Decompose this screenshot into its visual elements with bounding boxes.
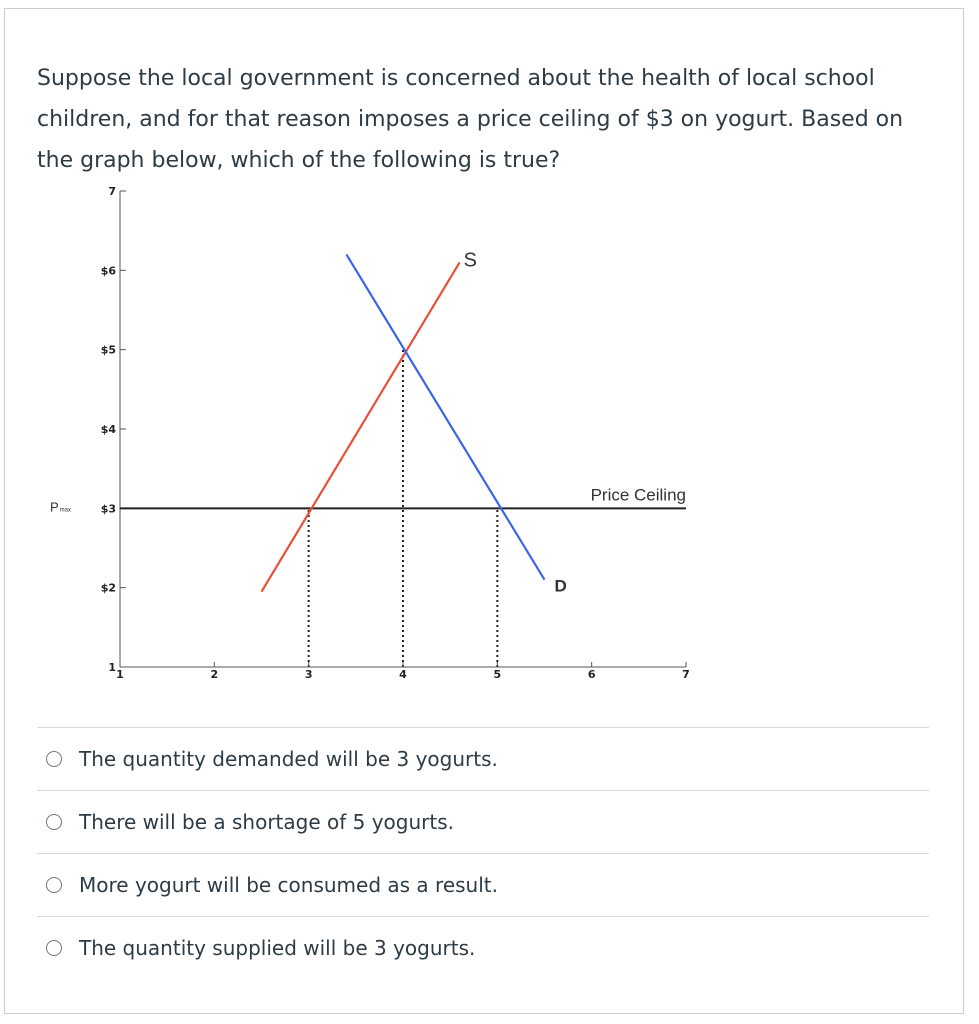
answer-label: There will be a shortage of 5 yogurts. bbox=[79, 810, 455, 834]
answer-option[interactable] bbox=[37, 790, 929, 853]
answer-option[interactable] bbox=[37, 853, 929, 916]
y-tick-label: 1 bbox=[108, 661, 116, 674]
answer-label: The quantity demanded will be 3 yogurts. bbox=[79, 747, 498, 771]
radio-button[interactable] bbox=[46, 751, 62, 767]
y-tick-label: $2 bbox=[100, 581, 116, 595]
y-tick-label: 7 bbox=[108, 185, 116, 198]
radio-button[interactable] bbox=[46, 877, 62, 893]
x-tick-label: 7 bbox=[682, 668, 690, 681]
x-tick-label: 4 bbox=[399, 668, 407, 681]
x-tick-label: 2 bbox=[210, 668, 219, 681]
radio-button[interactable] bbox=[46, 814, 62, 830]
x-tick-label: 6 bbox=[587, 668, 596, 681]
answer-option[interactable] bbox=[37, 916, 929, 979]
answer-label: More yogurt will be consumed as a result. bbox=[79, 873, 498, 897]
answer-label: The quantity supplied will be 3 yogurts. bbox=[79, 936, 476, 960]
price-ceiling-label: Price Ceiling bbox=[590, 485, 686, 505]
x-tick-label: 3 bbox=[304, 668, 313, 681]
demand-curve-label: D bbox=[554, 576, 567, 596]
x-tick-label: 5 bbox=[493, 668, 502, 681]
y-tick-label: $6 bbox=[100, 264, 116, 278]
y-tick-label: $4 bbox=[100, 423, 116, 436]
radio-button[interactable] bbox=[46, 940, 62, 956]
answer-list bbox=[37, 727, 929, 979]
supply-curve bbox=[262, 262, 460, 591]
answer-option[interactable] bbox=[37, 727, 929, 790]
pmax-label-main: P bbox=[50, 499, 59, 515]
question-text: Suppose the local government is concerned about the health of local school children, and for that reason imposes a price ceiling of $3 on yogurt. Based on the graph below, which of the following is true? bbox=[37, 66, 904, 173]
supply-curve-label: S bbox=[463, 249, 477, 272]
y-tick-label: $5 bbox=[100, 343, 116, 357]
supply-demand-chart bbox=[0, 180, 979, 700]
x-tick-label: 1 bbox=[116, 668, 124, 681]
pmax-label bbox=[50, 499, 71, 514]
y-tick-label: $3 bbox=[100, 502, 116, 516]
pmax-label-sub: max bbox=[59, 507, 72, 514]
demand-curve bbox=[346, 254, 544, 579]
